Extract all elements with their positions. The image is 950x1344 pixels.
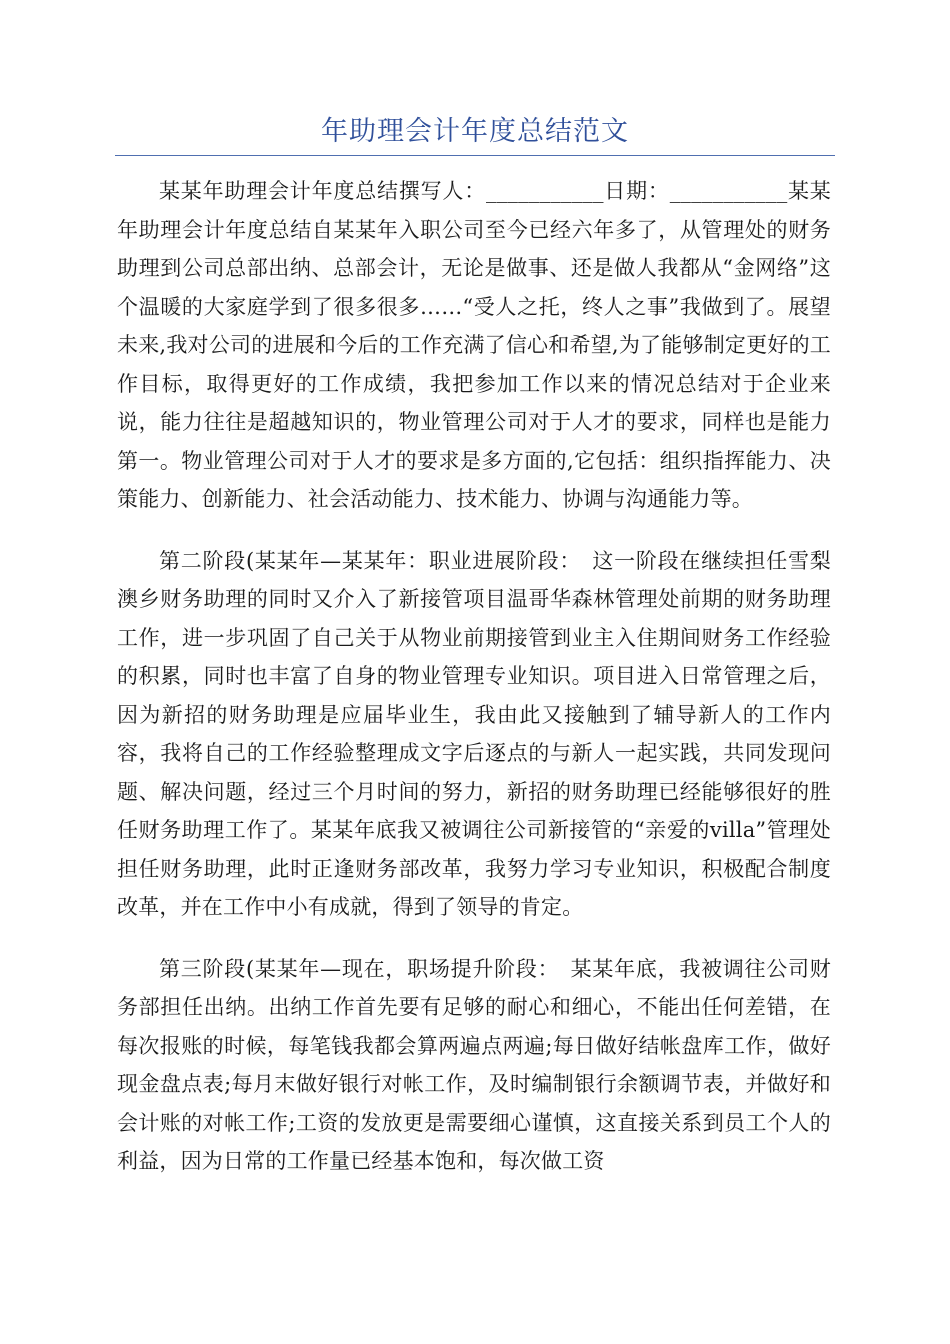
paragraph-stage-three: 第三阶段(某某年—现在，职场提升阶段： 某某年底，我被调往公司财务部担任出纳。出纳工作首先要有足够的耐心和细心，不能出任何差错，在每次报账的时候，每笔钱我都会算两遍点两遍;每日做好结帐盘库工作，做好现金盘点表;每月末做好银行对帐工作，及时编制银行余额调节表，并做好和会计账的对帐工作;工资的发放更是需要细心谨慎，这直接关系到员工个人的利益，因为日常的工作量已经基本饱和，每次做工资 bbox=[117, 956, 831, 1173]
paragraph-intro: 某某年助理会计年度总结撰写人：___________日期：___________某某年助理会计年度总结自某某年入职公司至今已经六年多了，从管理处的财务助理到公司总部出纳、总部会计，无论是做事、还是做人我都从“金网络”这个温暖的大家庭学到了很多很多……“受人之托，终人之事”我做到了。展望未来,我对公司的进展和今后的工作充满了信心和希望,为了能够制定更好的工作目标，取得更好的工作成绩，我把参加工作以来的情况总结对于企业来说，能力往往是超越知识的，物业管理公司对于人才的要求，同样也是能力第一。物业管理公司对于人才的要求是多方面的,它包括：组织指挥能力、决策能力、创新能力、社会活动能力、技术能力、协调与沟通能力等。 bbox=[117, 179, 831, 511]
paragraph-stage-two: 第二阶段(某某年—某某年：职业进展阶段： 这一阶段在继续担任雪梨澳乡财务助理的同时又介入了新接管项目温哥华森林管理处前期的财务助理工作，进一步巩固了自己关于从物业前期接管到业主入住期间财务工作经验的积累，同时也丰富了自身的物业管理专业知识。项目进入日常管理之后，因为新招的财务助理是应届毕业生，我由此又接触到了辅导新人的工作内容，我将自己的工作经验整理成文字后逐点的与新人一起实践，共同发现问题、解决问题，经过三个月时间的努力，新招的财务助理已经能够很好的胜任财务助理工作了。某某年底我又被调往公司新接管的“亲爱的villa”管理处担任财务助理，此时正逢财务部改革，我努力学习专业知识，积极配合制度改革，并在工作中小有成就，得到了领导的肯定。 bbox=[117, 548, 831, 919]
title-underline bbox=[115, 155, 835, 156]
document-title: 年助理会计年度总结范文 bbox=[321, 116, 629, 147]
document-body bbox=[117, 172, 831, 1204]
